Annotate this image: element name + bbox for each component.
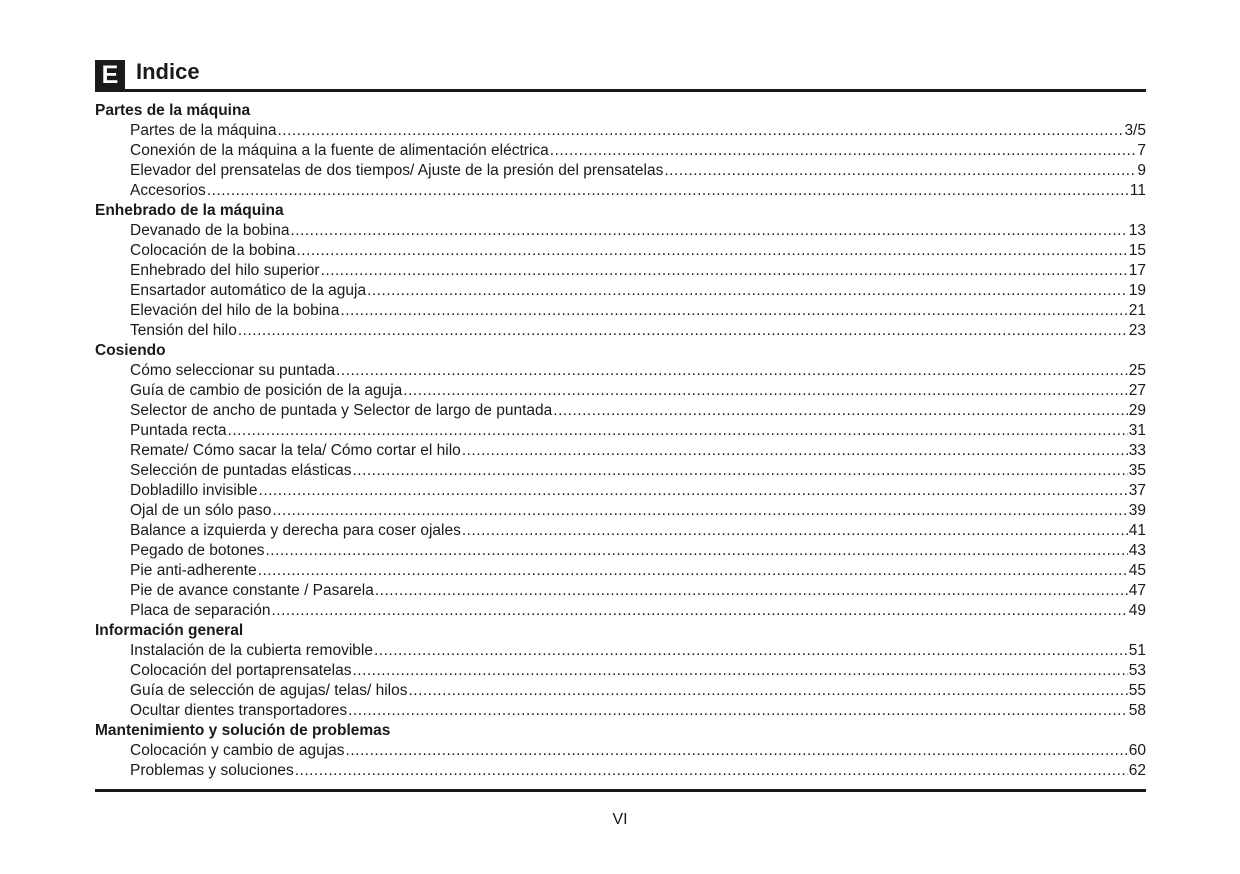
toc-entry[interactable] (95, 441, 1146, 461)
toc-entry[interactable] (95, 361, 1146, 381)
dot-leader (374, 641, 1128, 661)
section-heading: Información general (95, 622, 244, 639)
toc-entry[interactable] (95, 741, 1146, 761)
toc-entry-page: 55 (1128, 682, 1146, 699)
toc-entry[interactable] (95, 681, 1146, 701)
toc-entry-label: Accesorios (130, 182, 206, 199)
dot-leader (352, 661, 1127, 681)
toc-entry[interactable] (95, 461, 1146, 481)
toc-entry-page: 41 (1128, 522, 1146, 539)
toc-entry-page: 45 (1128, 562, 1146, 579)
toc-entry[interactable] (95, 181, 1146, 201)
toc-entry[interactable] (95, 401, 1146, 421)
toc-entry-label: Ojal de un sólo paso (130, 502, 272, 519)
toc-entry-page: 47 (1128, 582, 1146, 599)
toc-entry-page: 13 (1128, 222, 1146, 239)
dot-leader (346, 741, 1128, 761)
toc-entry[interactable] (95, 761, 1146, 781)
language-badge: E (95, 60, 125, 90)
toc-entry-label: Cómo seleccionar su puntada (130, 362, 336, 379)
toc-entry[interactable] (95, 481, 1146, 501)
page-number: VI (612, 811, 628, 828)
dot-leader (272, 501, 1127, 521)
toc-entry-label: Partes de la máquina (130, 122, 277, 139)
toc-entry[interactable] (95, 501, 1146, 521)
toc-entry-label: Colocación y cambio de agujas (130, 742, 345, 759)
dot-leader (403, 381, 1127, 401)
dot-leader (228, 421, 1128, 441)
dot-leader (367, 281, 1128, 301)
dot-leader (352, 461, 1127, 481)
toc-entry-label: Remate/ Cómo sacar la tela/ Cómo cortar el hilo (130, 442, 461, 459)
toc-entry[interactable] (95, 381, 1146, 401)
dot-leader (340, 301, 1127, 321)
toc-entry-label: Selección de puntadas elásticas (130, 462, 352, 479)
toc-entry-page: 11 (1129, 182, 1146, 199)
dot-leader (664, 161, 1136, 181)
toc-entry-label: Problemas y soluciones (130, 762, 294, 779)
toc-entry[interactable] (95, 161, 1146, 181)
toc-entry-page: 7 (1137, 142, 1146, 159)
toc-entry-label: Ensartador automático de la aguja (130, 282, 367, 299)
toc-entry[interactable] (95, 521, 1146, 541)
toc-entry[interactable] (95, 321, 1146, 341)
toc-entry[interactable] (95, 641, 1146, 661)
toc-entry-label: Pie anti-adherente (130, 562, 257, 579)
toc-entry[interactable] (95, 301, 1146, 321)
table-of-contents (95, 101, 1146, 781)
toc-entry-page: 53 (1128, 662, 1146, 679)
page-title: Indice (136, 59, 200, 84)
toc-entry-page: 9 (1137, 162, 1146, 179)
toc-entry-page: 23 (1128, 322, 1146, 339)
dot-leader (238, 321, 1128, 341)
toc-entry[interactable] (95, 221, 1146, 241)
toc-entry-page: 37 (1128, 482, 1146, 499)
toc-entry-page: 62 (1128, 762, 1146, 779)
dot-leader (462, 521, 1128, 541)
toc-entry[interactable] (95, 701, 1146, 721)
dot-leader (207, 181, 1129, 201)
toc-entry-label: Puntada recta (130, 422, 227, 439)
toc-entry-page: 15 (1128, 242, 1146, 259)
page-header (95, 58, 1146, 90)
dot-leader (290, 221, 1127, 241)
toc-entry-label: Pegado de botones (130, 542, 265, 559)
toc-entry-page: 27 (1128, 382, 1146, 399)
toc-entry-page: 58 (1128, 702, 1146, 719)
toc-entry[interactable] (95, 581, 1146, 601)
toc-entry[interactable] (95, 561, 1146, 581)
dot-leader (462, 441, 1128, 461)
toc-entry[interactable] (95, 541, 1146, 561)
toc-entry-label: Tensión del hilo (130, 322, 237, 339)
toc-entry[interactable] (95, 261, 1146, 281)
toc-entry-label: Enhebrado del hilo superior (130, 262, 320, 279)
toc-entry-page: 35 (1128, 462, 1146, 479)
toc-entry-page: 49 (1128, 602, 1146, 619)
toc-entry-label: Instalación de la cubierta removible (130, 642, 373, 659)
toc-entry-label: Elevador del prensatelas de dos tiempos/ Ajuste de la presión del prensatelas (130, 162, 664, 179)
toc-entry[interactable] (95, 241, 1146, 261)
dot-leader (295, 761, 1128, 781)
toc-entry[interactable] (95, 121, 1146, 141)
section-heading: Cosiendo (95, 342, 166, 359)
dot-leader (277, 121, 1123, 141)
footer-divider (95, 789, 1146, 792)
toc-entry-page: 43 (1128, 542, 1146, 559)
dot-leader (408, 681, 1127, 701)
toc-entry[interactable] (95, 281, 1146, 301)
toc-entry-page: 51 (1128, 642, 1146, 659)
section-heading: Partes de la máquina (95, 102, 251, 119)
toc-entry[interactable] (95, 421, 1146, 441)
toc-entry[interactable] (95, 141, 1146, 161)
toc-entry[interactable] (95, 601, 1146, 621)
header-divider (95, 89, 1146, 92)
toc-entry-label: Colocación de la bobina (130, 242, 296, 259)
toc-entry-page: 29 (1128, 402, 1146, 419)
toc-entry-page: 39 (1128, 502, 1146, 519)
toc-entry-page: 3/5 (1124, 122, 1146, 139)
toc-entry-label: Pie de avance constante / Pasarela (130, 582, 374, 599)
section-heading: Mantenimiento y solución de problemas (95, 722, 391, 739)
toc-entry-label: Devanado de la bobina (130, 222, 290, 239)
toc-entry-page: 19 (1128, 282, 1146, 299)
dot-leader (348, 701, 1128, 721)
toc-entry-label: Balance a izquierda y derecha para coser ojales (130, 522, 461, 539)
toc-entry-page: 25 (1128, 362, 1146, 379)
dot-leader (550, 141, 1137, 161)
dot-leader (296, 241, 1127, 261)
toc-entry-page: 33 (1128, 442, 1146, 459)
dot-leader (321, 261, 1128, 281)
toc-entry-label: Selector de ancho de puntada y Selector de largo de puntada (130, 402, 553, 419)
toc-entry-page: 17 (1128, 262, 1146, 279)
toc-entry-page: 21 (1128, 302, 1146, 319)
toc-entry-page: 60 (1128, 742, 1146, 759)
toc-entry-page: 31 (1128, 422, 1146, 439)
toc-entry-label: Elevación del hilo de la bobina (130, 302, 340, 319)
dot-leader (258, 561, 1128, 581)
toc-entry[interactable] (95, 661, 1146, 681)
dot-leader (375, 581, 1128, 601)
toc-entry-label: Guía de selección de agujas/ telas/ hilos (130, 682, 408, 699)
dot-leader (259, 481, 1128, 501)
toc-entry-label: Guía de cambio de posición de la aguja (130, 382, 403, 399)
dot-leader (336, 361, 1128, 381)
toc-entry-label: Placa de separación (130, 602, 271, 619)
dot-leader (265, 541, 1127, 561)
dot-leader (271, 601, 1127, 621)
toc-entry-label: Colocación del portaprensatelas (130, 662, 352, 679)
dot-leader (553, 401, 1127, 421)
toc-entry-label: Dobladillo invisible (130, 482, 258, 499)
toc-entry-label: Conexión de la máquina a la fuente de alimentación eléctrica (130, 142, 549, 159)
section-heading: Enhebrado de la máquina (95, 202, 284, 219)
toc-entry-label: Ocultar dientes transportadores (130, 702, 348, 719)
